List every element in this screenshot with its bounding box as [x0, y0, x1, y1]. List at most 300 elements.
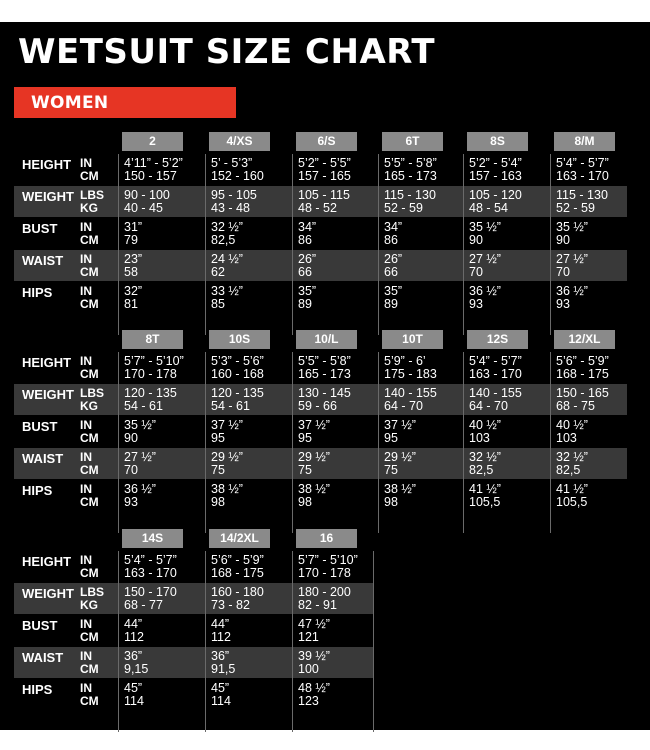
- cell-value-metric: 58: [124, 265, 138, 279]
- row-label: HEIGHT: [22, 554, 72, 569]
- table-cell: [384, 253, 402, 279]
- table-cell: [298, 221, 316, 247]
- unit-label: [80, 618, 99, 644]
- cell-value-imperial: 35”: [384, 284, 403, 298]
- section-header-women: [14, 87, 236, 118]
- cell-value-metric: 152 - 160: [211, 169, 264, 183]
- unit-text: IN: [80, 418, 92, 432]
- table-cell: [298, 483, 330, 509]
- table-cell: [298, 253, 316, 279]
- cell-value-metric: 163 - 170: [124, 566, 177, 580]
- cell-value-metric: 90: [469, 233, 483, 247]
- cell-value-metric: 112: [211, 630, 231, 644]
- cell-value-metric: 75: [298, 463, 312, 477]
- cell-value-metric: 175 - 183: [384, 367, 437, 381]
- cell-value-imperial: 32 ½”: [556, 450, 588, 464]
- cell-value-metric: 70: [124, 463, 138, 477]
- cell-value-metric: 82,5: [211, 233, 236, 247]
- column-divider: [118, 551, 119, 732]
- size-header: 14S: [122, 529, 183, 548]
- cell-value-imperial: 120 - 135: [211, 386, 264, 400]
- cell-value-metric: 48 - 54: [469, 201, 508, 215]
- row-label: HIPS: [22, 285, 53, 300]
- cell-value-imperial: 27 ½”: [556, 252, 588, 266]
- unit-text: CM: [80, 367, 99, 381]
- table-cell: [469, 285, 501, 311]
- unit-text: CM: [80, 662, 99, 676]
- table-cell: [124, 157, 183, 183]
- cell-value-imperial: 35 ½”: [124, 418, 156, 432]
- column-divider: [292, 154, 293, 335]
- cell-value-metric: 68 - 77: [124, 598, 163, 612]
- cell-value-metric: 170 - 178: [298, 566, 351, 580]
- cell-value-metric: 165 - 173: [384, 169, 437, 183]
- cell-value-imperial: 34”: [384, 220, 403, 234]
- row-label: HIPS: [22, 483, 53, 498]
- column-divider: [292, 352, 293, 533]
- table-cell: [211, 586, 264, 612]
- table-cell: [298, 157, 351, 183]
- unit-text: CM: [80, 431, 99, 445]
- cell-value-imperial: 29 ½”: [211, 450, 243, 464]
- size-header: 16: [296, 529, 357, 548]
- row-label: WAIST: [22, 451, 64, 466]
- row-label: HIPS: [22, 682, 53, 697]
- table-cell: [556, 451, 588, 477]
- cell-value-metric: 9,15: [124, 662, 149, 676]
- unit-text: IN: [80, 482, 92, 496]
- cell-value-imperial: 32”: [124, 284, 143, 298]
- cell-value-metric: 64 - 70: [384, 399, 423, 413]
- cell-value-imperial: 44”: [124, 617, 143, 631]
- unit-text: CM: [80, 495, 99, 509]
- row-label: HEIGHT: [22, 157, 72, 172]
- cell-value-imperial: 5’2” - 5’4”: [469, 156, 522, 170]
- table-cell: [556, 285, 588, 311]
- unit-label: [80, 387, 104, 413]
- row-label: BUST: [22, 419, 58, 434]
- unit-label: [80, 253, 99, 279]
- cell-value-imperial: 29 ½”: [298, 450, 330, 464]
- unit-label: [80, 157, 99, 183]
- table-cell: [298, 451, 330, 477]
- cell-value-imperial: 5’5” - 5’8”: [298, 354, 351, 368]
- cell-value-imperial: 34”: [298, 220, 317, 234]
- table-cell: [469, 189, 522, 215]
- row-label: BUST: [22, 618, 58, 633]
- cell-value-imperial: 36 ½”: [124, 482, 156, 496]
- table-cell: [298, 387, 351, 413]
- cell-value-imperial: 5’3” - 5’6”: [211, 354, 264, 368]
- cell-value-metric: 112: [124, 630, 144, 644]
- cell-value-imperial: 38 ½”: [384, 482, 416, 496]
- cell-value-imperial: 95 - 105: [211, 188, 257, 202]
- column-divider: [550, 352, 551, 533]
- row-label: BUST: [22, 221, 58, 236]
- unit-text: IN: [80, 681, 92, 695]
- cell-value-metric: 95: [384, 431, 398, 445]
- cell-value-imperial: 37 ½”: [384, 418, 416, 432]
- size-header: 12S: [467, 330, 528, 349]
- row-label: WAIST: [22, 650, 64, 665]
- table-cell: [384, 157, 437, 183]
- column-divider: [378, 154, 379, 335]
- cell-value-metric: 114: [211, 694, 231, 708]
- cell-value-imperial: 120 - 135: [124, 386, 177, 400]
- cell-value-metric: 75: [384, 463, 398, 477]
- cell-value-metric: 98: [384, 495, 398, 509]
- cell-value-imperial: 41 ½”: [469, 482, 501, 496]
- size-header: 6/S: [296, 132, 357, 151]
- cell-value-imperial: 31”: [124, 220, 143, 234]
- unit-text: CM: [80, 297, 99, 311]
- cell-value-imperial: 5’ - 5’3”: [211, 156, 253, 170]
- table-cell: [298, 554, 358, 580]
- table-cell: [298, 285, 316, 311]
- unit-label: [80, 483, 99, 509]
- unit-text: IN: [80, 617, 92, 631]
- table-cell: [469, 221, 501, 247]
- cell-value-imperial: 48 ½”: [298, 681, 330, 695]
- table-cell: [124, 650, 148, 676]
- cell-value-metric: 157 - 165: [298, 169, 351, 183]
- cell-value-metric: 54 - 61: [211, 399, 250, 413]
- cell-value-imperial: 160 - 180: [211, 585, 264, 599]
- table-cell: [556, 221, 588, 247]
- unit-text: IN: [80, 284, 92, 298]
- cell-value-imperial: 5’4” - 5’7”: [556, 156, 609, 170]
- table-cell: [298, 419, 330, 445]
- table-cell: [298, 586, 351, 612]
- unit-text: KG: [80, 201, 98, 215]
- cell-value-imperial: 32 ½”: [469, 450, 501, 464]
- cell-value-metric: 100: [298, 662, 319, 676]
- cell-value-metric: 82,5: [556, 463, 581, 477]
- cell-value-imperial: 26”: [384, 252, 403, 266]
- cell-value-metric: 68 - 75: [556, 399, 595, 413]
- cell-value-metric: 73 - 82: [211, 598, 250, 612]
- cell-value-metric: 70: [556, 265, 570, 279]
- cell-value-imperial: 90 - 100: [124, 188, 170, 202]
- cell-value-metric: 93: [124, 495, 138, 509]
- table-cell: [124, 483, 156, 509]
- table-cell: [124, 451, 156, 477]
- unit-text: IN: [80, 649, 92, 663]
- size-header: 4/XS: [209, 132, 270, 151]
- cell-value-metric: 93: [469, 297, 483, 311]
- cell-value-metric: 82,5: [469, 463, 494, 477]
- table-cell: [124, 554, 177, 580]
- cell-value-metric: 168 - 175: [211, 566, 264, 580]
- unit-text: IN: [80, 252, 92, 266]
- cell-value-imperial: 5’9” - 6’: [384, 354, 426, 368]
- unit-label: [80, 189, 104, 215]
- cell-value-metric: 103: [556, 431, 577, 445]
- table-cell: [211, 285, 243, 311]
- cell-value-metric: 98: [211, 495, 225, 509]
- size-header: 10T: [382, 330, 443, 349]
- unit-label: [80, 355, 99, 381]
- column-divider: [373, 551, 374, 732]
- cell-value-imperial: 36 ½”: [556, 284, 588, 298]
- unit-text: CM: [80, 463, 99, 477]
- cell-value-imperial: 5’5” - 5’8”: [384, 156, 437, 170]
- table-cell: [211, 355, 264, 381]
- table-cell: [469, 419, 501, 445]
- cell-value-imperial: 5’4” - 5’7”: [469, 354, 522, 368]
- unit-label: [80, 451, 99, 477]
- cell-value-metric: 66: [384, 265, 398, 279]
- table-cell: [211, 650, 235, 676]
- column-divider: [205, 352, 206, 533]
- table-cell: [469, 355, 522, 381]
- cell-value-metric: 170 - 178: [124, 367, 177, 381]
- table-cell: [298, 189, 350, 215]
- table-cell: [384, 451, 416, 477]
- cell-value-metric: 121: [298, 630, 319, 644]
- cell-value-metric: 163 - 170: [556, 169, 609, 183]
- cell-value-metric: 52 - 59: [556, 201, 595, 215]
- cell-value-metric: 59 - 66: [298, 399, 337, 413]
- cell-value-imperial: 26”: [298, 252, 317, 266]
- cell-value-imperial: 35 ½”: [469, 220, 501, 234]
- table-cell: [211, 419, 243, 445]
- table-cell: [124, 419, 156, 445]
- cell-value-imperial: 24 ½”: [211, 252, 243, 266]
- cell-value-imperial: 36”: [211, 649, 230, 663]
- cell-value-imperial: 29 ½”: [384, 450, 416, 464]
- cell-value-metric: 48 - 52: [298, 201, 337, 215]
- row-label: HEIGHT: [22, 355, 72, 370]
- cell-value-metric: 163 - 170: [469, 367, 522, 381]
- cell-value-imperial: 45”: [211, 681, 230, 695]
- table-cell: [556, 483, 588, 509]
- unit-label: [80, 285, 99, 311]
- table-cell: [298, 355, 351, 381]
- cell-value-metric: 86: [298, 233, 312, 247]
- cell-value-imperial: 40 ½”: [469, 418, 501, 432]
- cell-value-imperial: 47 ½”: [298, 617, 330, 631]
- unit-text: IN: [80, 354, 92, 368]
- size-header: 12/XL: [554, 330, 615, 349]
- cell-value-imperial: 36 ½”: [469, 284, 501, 298]
- unit-text: CM: [80, 694, 99, 708]
- cell-value-imperial: 37 ½”: [298, 418, 330, 432]
- unit-label: [80, 682, 99, 708]
- cell-value-imperial: 33 ½”: [211, 284, 243, 298]
- column-divider: [463, 352, 464, 533]
- cell-value-metric: 91,5: [211, 662, 236, 676]
- table-cell: [384, 221, 402, 247]
- unit-label: [80, 554, 99, 580]
- table-cell: [384, 387, 437, 413]
- table-cell: [556, 189, 608, 215]
- table-cell: [124, 586, 177, 612]
- table-cell: [384, 419, 416, 445]
- cell-value-metric: 93: [556, 297, 570, 311]
- table-row-shade: [14, 250, 627, 281]
- page-title: WETSUIT SIZE CHART: [18, 32, 436, 72]
- cell-value-imperial: 105 - 115: [298, 188, 350, 202]
- unit-text: IN: [80, 156, 92, 170]
- table-cell: [556, 253, 588, 279]
- cell-value-metric: 160 - 168: [211, 367, 264, 381]
- cell-value-metric: 54 - 61: [124, 399, 163, 413]
- table-cell: [211, 554, 264, 580]
- cell-value-imperial: 23”: [124, 252, 143, 266]
- table-cell: [124, 355, 184, 381]
- column-divider: [118, 352, 119, 533]
- size-header: 8/M: [554, 132, 615, 151]
- cell-value-imperial: 27 ½”: [469, 252, 501, 266]
- table-cell: [556, 157, 609, 183]
- table-cell: [211, 157, 264, 183]
- table-cell: [384, 189, 436, 215]
- table-cell: [469, 157, 522, 183]
- row-label: WEIGHT: [22, 387, 74, 402]
- cell-value-metric: 62: [211, 265, 225, 279]
- row-label: WAIST: [22, 253, 64, 268]
- table-cell: [124, 387, 177, 413]
- column-divider: [205, 551, 206, 732]
- cell-value-metric: 105,5: [556, 495, 588, 509]
- table-cell: [211, 253, 243, 279]
- cell-value-imperial: 5’7” - 5’10”: [298, 553, 358, 567]
- unit-text: CM: [80, 169, 99, 183]
- unit-label: [80, 221, 99, 247]
- row-label: WEIGHT: [22, 586, 74, 601]
- cell-value-metric: 85: [211, 297, 225, 311]
- cell-value-imperial: 39 ½”: [298, 649, 330, 663]
- cell-value-imperial: 5’6” - 5’9”: [211, 553, 264, 567]
- cell-value-imperial: 5’2” - 5’5”: [298, 156, 351, 170]
- table-cell: [124, 189, 170, 215]
- column-divider: [118, 154, 119, 335]
- size-header: 8S: [467, 132, 528, 151]
- cell-value-metric: 114: [124, 694, 144, 708]
- cell-value-metric: 123: [298, 694, 319, 708]
- cell-value-metric: 150 - 157: [124, 169, 177, 183]
- cell-value-metric: 64 - 70: [469, 399, 508, 413]
- cell-value-imperial: 115 - 130: [556, 188, 608, 202]
- table-cell: [211, 451, 243, 477]
- cell-value-imperial: 38 ½”: [298, 482, 330, 496]
- size-header: 6T: [382, 132, 443, 151]
- size-header: 14/2XL: [209, 529, 270, 548]
- table-cell: [211, 387, 264, 413]
- cell-value-metric: 86: [384, 233, 398, 247]
- cell-value-metric: 70: [469, 265, 483, 279]
- cell-value-metric: 95: [298, 431, 312, 445]
- cell-value-metric: 89: [384, 297, 398, 311]
- unit-label: [80, 419, 99, 445]
- cell-value-imperial: 5’6” - 5’9”: [556, 354, 609, 368]
- size-header: 10/L: [296, 330, 357, 349]
- cell-value-imperial: 40 ½”: [556, 418, 588, 432]
- cell-value-metric: 82 - 91: [298, 598, 337, 612]
- size-header: 10S: [209, 330, 270, 349]
- cell-value-metric: 105,5: [469, 495, 501, 509]
- cell-value-imperial: 115 - 130: [384, 188, 436, 202]
- table-cell: [298, 618, 330, 644]
- table-cell: [124, 285, 142, 311]
- cell-value-metric: 75: [211, 463, 225, 477]
- cell-value-imperial: 4’11” - 5’2”: [124, 156, 183, 170]
- column-divider: [550, 154, 551, 335]
- cell-value-imperial: 27 ½”: [124, 450, 156, 464]
- table-cell: [211, 221, 243, 247]
- table-cell: [469, 253, 501, 279]
- cell-value-imperial: 45”: [124, 681, 143, 695]
- cell-value-imperial: 5’4” - 5’7”: [124, 553, 177, 567]
- row-label: WEIGHT: [22, 189, 74, 204]
- cell-value-metric: 98: [298, 495, 312, 509]
- cell-value-imperial: 41 ½”: [556, 482, 588, 496]
- cell-value-imperial: 32 ½”: [211, 220, 243, 234]
- table-cell: [384, 355, 437, 381]
- table-cell: [469, 387, 522, 413]
- table-cell: [298, 650, 330, 676]
- table-cell: [211, 189, 257, 215]
- unit-label: [80, 650, 99, 676]
- table-cell: [556, 419, 588, 445]
- cell-value-metric: 81: [124, 297, 138, 311]
- table-cell: [469, 451, 501, 477]
- table-cell: [556, 355, 609, 381]
- cell-value-metric: 157 - 163: [469, 169, 522, 183]
- cell-value-imperial: 140 - 155: [384, 386, 437, 400]
- table-cell: [384, 285, 402, 311]
- unit-text: IN: [80, 553, 92, 567]
- unit-text: KG: [80, 399, 98, 413]
- cell-value-metric: 40 - 45: [124, 201, 163, 215]
- table-cell: [211, 682, 231, 708]
- size-chart-panel: [0, 22, 650, 730]
- table-cell: [124, 253, 142, 279]
- unit-text: LBS: [80, 585, 104, 599]
- cell-value-metric: 89: [298, 297, 312, 311]
- table-cell: [211, 618, 231, 644]
- size-header: 8T: [122, 330, 183, 349]
- unit-text: LBS: [80, 188, 104, 202]
- unit-text: CM: [80, 630, 99, 644]
- unit-text: IN: [80, 220, 92, 234]
- cell-value-metric: 52 - 59: [384, 201, 423, 215]
- column-divider: [205, 154, 206, 335]
- unit-text: KG: [80, 598, 98, 612]
- unit-text: CM: [80, 265, 99, 279]
- cell-value-imperial: 36”: [124, 649, 143, 663]
- table-cell: [384, 483, 416, 509]
- cell-value-imperial: 44”: [211, 617, 230, 631]
- cell-value-imperial: 130 - 145: [298, 386, 351, 400]
- unit-text: LBS: [80, 386, 104, 400]
- cell-value-metric: 90: [124, 431, 138, 445]
- cell-value-imperial: 35 ½”: [556, 220, 588, 234]
- cell-value-metric: 90: [556, 233, 570, 247]
- cell-value-metric: 168 - 175: [556, 367, 609, 381]
- cell-value-metric: 165 - 173: [298, 367, 351, 381]
- column-divider: [463, 154, 464, 335]
- cell-value-imperial: 105 - 120: [469, 188, 522, 202]
- cell-value-imperial: 37 ½”: [211, 418, 243, 432]
- table-cell: [469, 483, 501, 509]
- cell-value-metric: 43 - 48: [211, 201, 250, 215]
- unit-text: CM: [80, 233, 99, 247]
- cell-value-imperial: 5’7” - 5’10”: [124, 354, 184, 368]
- table-cell: [211, 483, 243, 509]
- table-cell: [298, 682, 330, 708]
